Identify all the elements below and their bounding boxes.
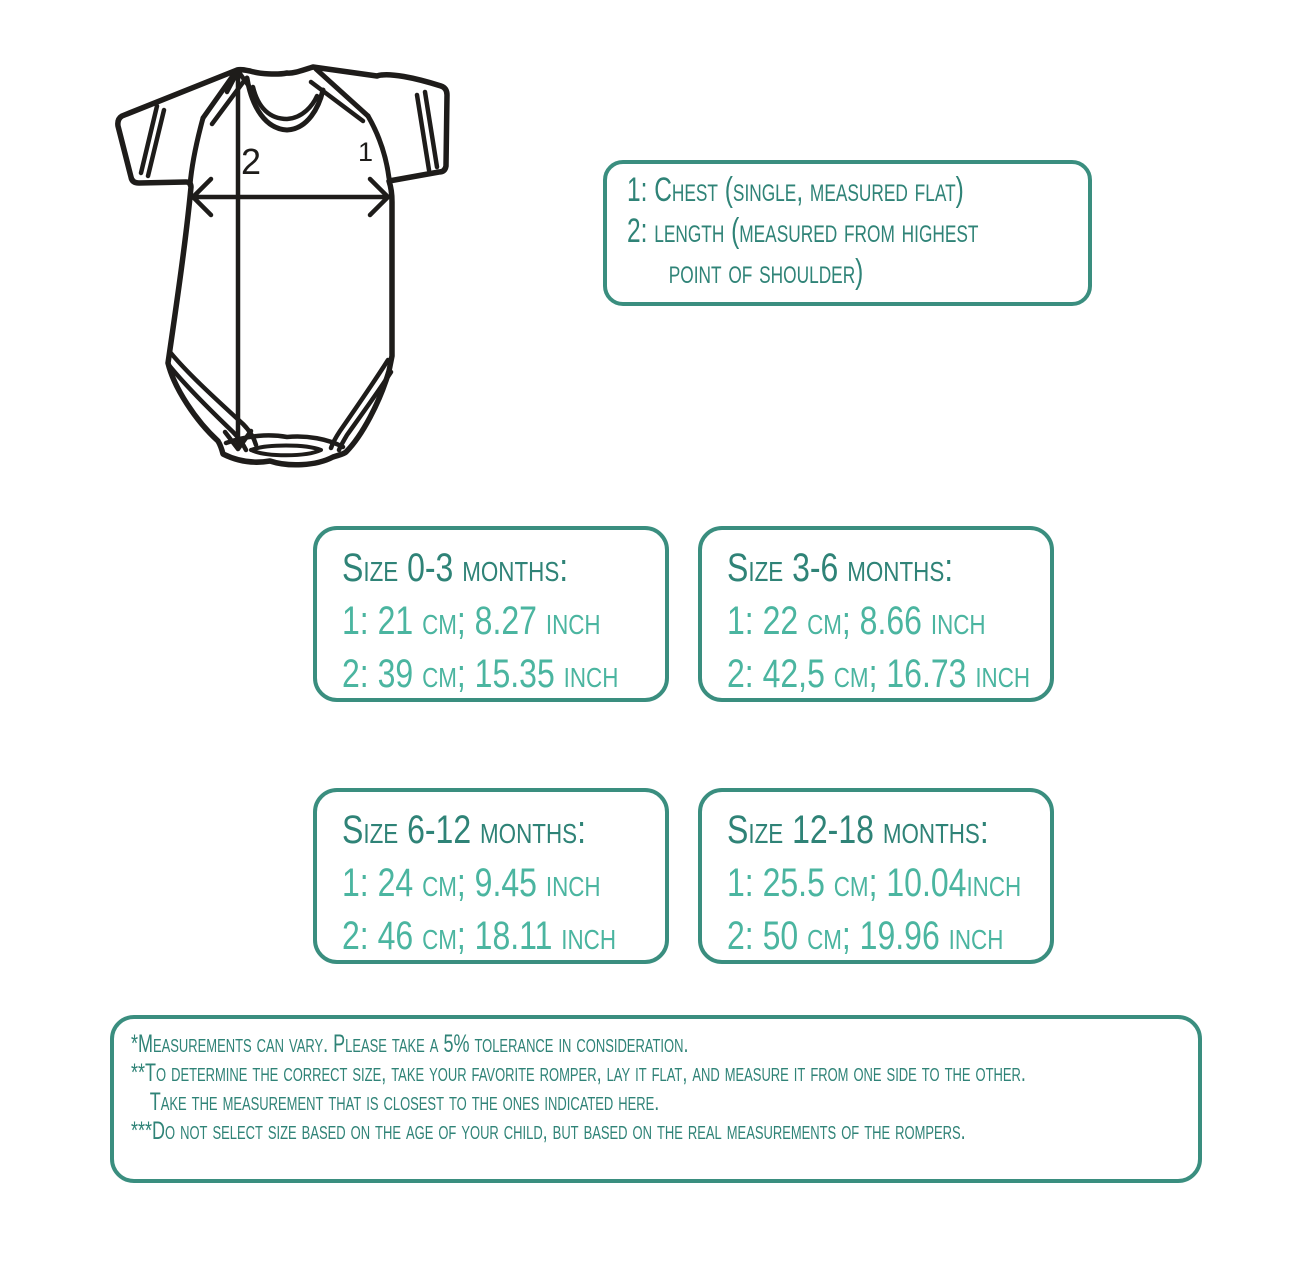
size-title: Size 0-3 months: xyxy=(342,546,569,590)
size-box-0-3-months xyxy=(313,526,669,702)
legend-line-length-cont: point of shoulder) xyxy=(668,253,864,291)
size-box-6-12-months xyxy=(313,788,669,964)
size-length-value: 2: 39 cm; 15.35 inch xyxy=(342,652,619,696)
size-length-value: 2: 46 cm; 18.11 inch xyxy=(342,914,617,958)
legend-line-chest: 1: Chest (single, measured flat) xyxy=(627,171,964,209)
footnote-size-selection: ***Do not select size based on the age of your child, but based on the real measurements of the rompers. xyxy=(131,1117,966,1145)
legend-box xyxy=(603,160,1092,306)
size-chest-value: 1: 25.5 cm; 10.04inch xyxy=(727,861,1022,905)
size-box-12-18-months xyxy=(698,788,1054,964)
size-title: Size 12-18 months: xyxy=(727,808,989,852)
footnote-how-to-measure: **To determine the correct size, take your favorite romper, lay it flat, and measure it from one side to the other. xyxy=(131,1059,1026,1087)
footnote-how-to-measure-cont: Take the measurement that is closest to the ones indicated here. xyxy=(149,1088,660,1116)
size-length-value: 2: 42,5 cm; 16.73 inch xyxy=(727,652,1031,696)
size-chest-value: 1: 21 cm; 8.27 inch xyxy=(342,599,601,643)
length-label: 2 xyxy=(241,141,262,182)
size-chest-value: 1: 24 cm; 9.45 inch xyxy=(342,861,601,905)
footnotes-box xyxy=(110,1015,1202,1183)
romper-diagram xyxy=(100,40,500,480)
size-title: Size 6-12 months: xyxy=(342,808,586,852)
footnote-tolerance: *Measurements can vary. Please take a 5% tolerance in consideration. xyxy=(131,1030,689,1058)
size-length-value: 2: 50 cm; 19.96 inch xyxy=(727,914,1004,958)
romper-outline xyxy=(118,67,447,465)
legend-line-length: 2: length (measured from highest xyxy=(627,212,979,250)
size-title: Size 3-6 months: xyxy=(727,546,954,590)
size-box-3-6-months xyxy=(698,526,1054,702)
size-chest-value: 1: 22 cm; 8.66 inch xyxy=(727,599,986,643)
chest-label: 1 xyxy=(358,137,374,167)
